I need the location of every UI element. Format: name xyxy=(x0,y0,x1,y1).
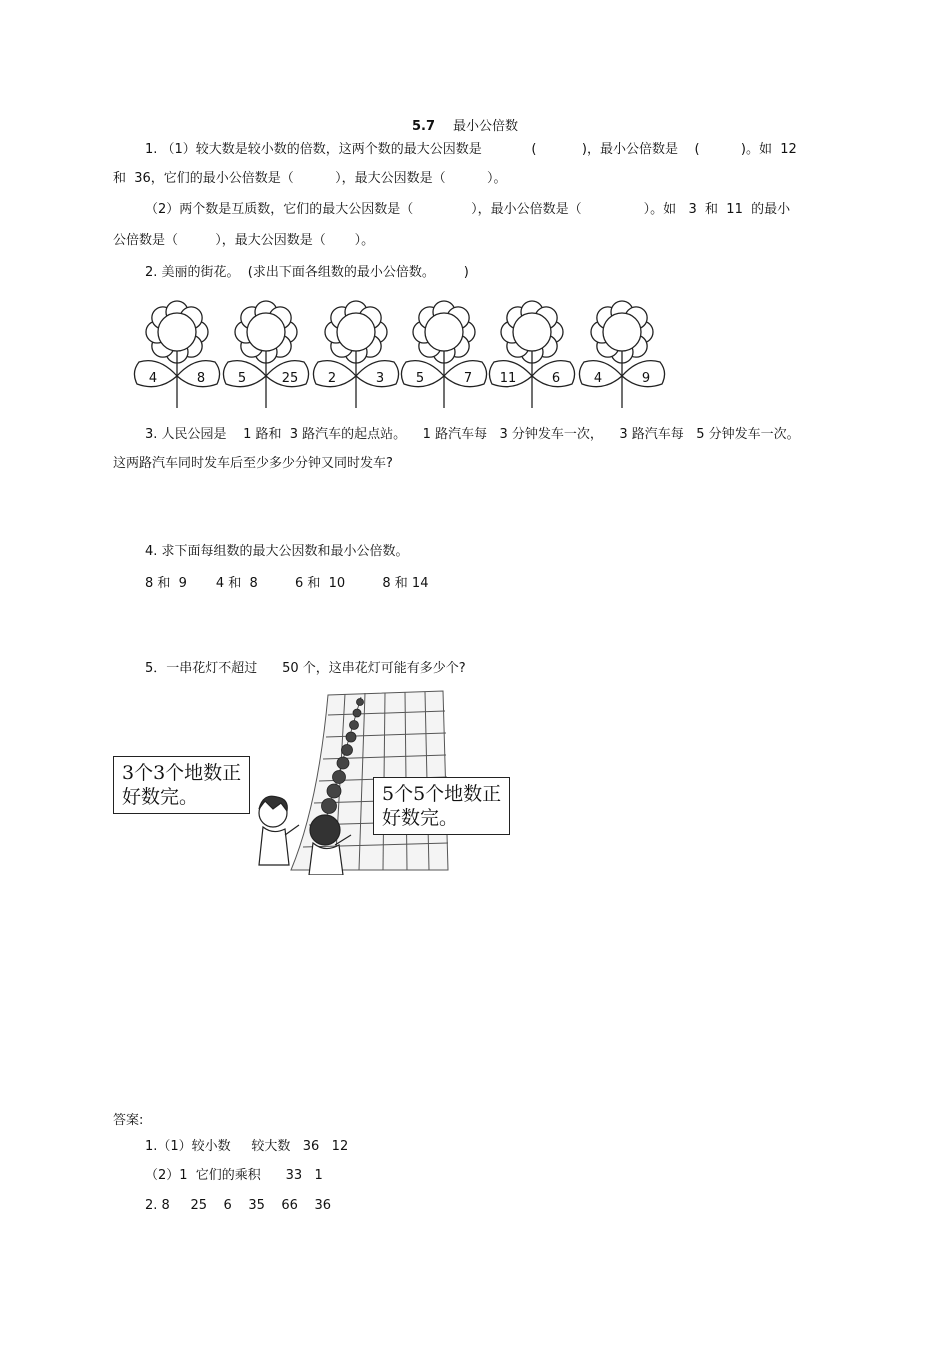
flower-center xyxy=(513,313,551,351)
leaf-number-left: 2 xyxy=(327,371,337,386)
answer-line3: 2. 8 25 6 35 66 36 xyxy=(145,1198,332,1213)
q2-text: 2. 美丽的街花。 (求出下面各组数的最小公倍数。 ) xyxy=(145,265,469,280)
leaf-number-right: 7 xyxy=(463,371,473,386)
answers-heading: 答案: xyxy=(113,1113,144,1128)
flower-center xyxy=(337,313,375,351)
leaf-number-right: 9 xyxy=(641,371,651,386)
leaf-number-left: 11 xyxy=(499,371,517,386)
speech-bubble-left: 3个3个地数正 好数完。 xyxy=(113,756,250,814)
q4-pairs: 8 和 9 4 和 8 6 和 10 8 和 14 xyxy=(145,576,429,591)
leaf-number-left: 5 xyxy=(415,371,425,386)
flower-4 xyxy=(401,301,486,408)
page-title xyxy=(412,119,518,135)
speech-bubble-right: 5个5个地数正 好数完。 xyxy=(373,777,510,835)
flowers-illustration xyxy=(130,298,690,413)
q1-line1: 1. （1）较大数是较小数的倍数，这两个数的最大公因数是 ( )，最小公倍数是 ( )。如 12 xyxy=(145,142,797,157)
flower-6 xyxy=(579,301,664,408)
q4-text: 4. 求下面每组数的最大公因数和最小公倍数。 xyxy=(145,544,409,559)
leaf-number-right: 6 xyxy=(551,371,561,386)
leaf-number-right: 25 xyxy=(281,371,299,386)
flower-center xyxy=(247,313,285,351)
q1-line4: 公倍数是（ ），最大公因数是（ ）。 xyxy=(113,233,375,248)
q1-line3: （2）两个数是互质数，它们的最大公因数是（ ），最小公倍数是（ ）。如 3 和 11 的最小 xyxy=(145,202,791,217)
q1-line2: 和 36，它们的最小公倍数是（ ），最大公因数是（ ）。 xyxy=(113,171,507,186)
title-text: 最小公倍数 xyxy=(453,119,519,134)
flower-2 xyxy=(223,301,308,408)
flower-center xyxy=(158,313,196,351)
leaf-number-left: 4 xyxy=(593,371,603,386)
leaf-number-right: 3 xyxy=(375,371,385,386)
flower-center xyxy=(425,313,463,351)
answer-line1: 1.（1）较小数 较大数 36 12 xyxy=(145,1139,349,1154)
q3-line2: 这两路汽车同时发车后至少多少分钟又同时发车? xyxy=(113,456,393,471)
flower-5 xyxy=(489,301,574,408)
section-number: 5.7 xyxy=(412,119,436,134)
leaf-number-left: 4 xyxy=(148,371,158,386)
q3-line1: 3. 人民公园是 1 路和 3 路汽车的起点站。 1 路汽车每 3 分钟发车一次， 3 路汽车每 5 分钟发车一次。 xyxy=(145,427,800,442)
q5-text: 5．一串花灯不超过 50 个，这串花灯可能有多少个? xyxy=(145,661,466,676)
leaf-number-left: 5 xyxy=(237,371,247,386)
answer-line2: （2）1 它们的乘积 33 1 xyxy=(145,1168,323,1183)
leaf-number-right: 8 xyxy=(196,371,206,386)
flower-1 xyxy=(134,301,219,408)
flower-3 xyxy=(313,301,398,408)
flower-center xyxy=(603,313,641,351)
